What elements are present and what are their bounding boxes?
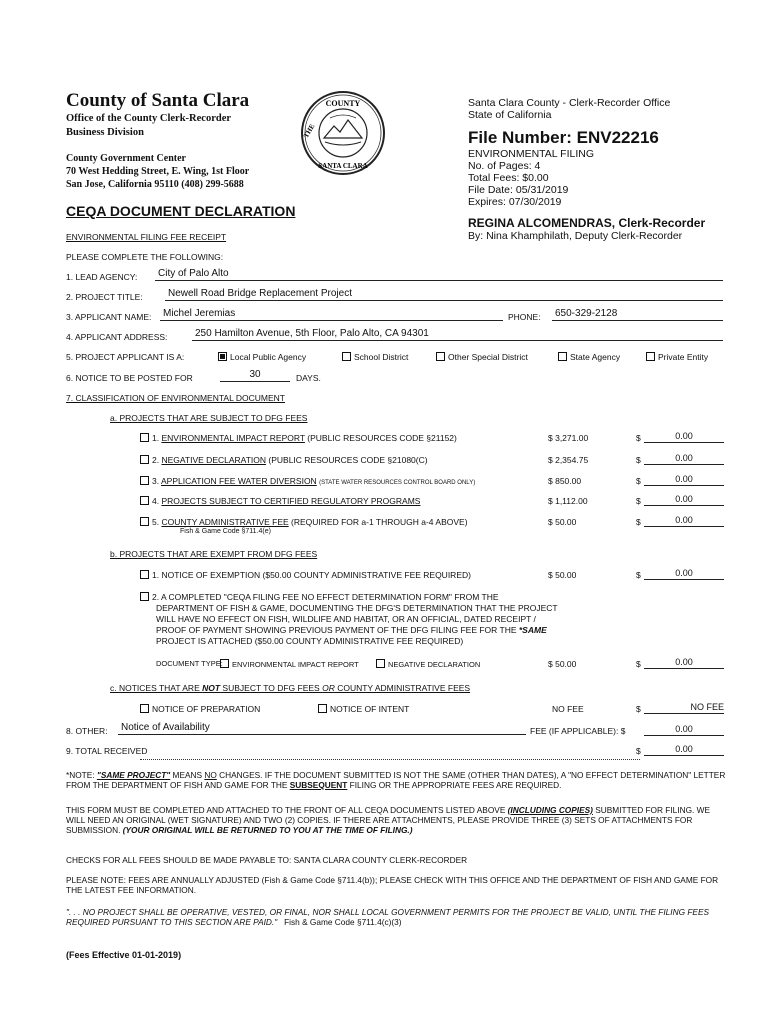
deputy-name: By: Nina Khamphilath, Deputy Clerk-Recorder (468, 230, 683, 242)
county-seal-icon (300, 90, 386, 176)
form-instructions: THIS FORM MUST BE COMPLETED AND ATTACHED TO THE FRONT OF ALL CEQA DOCUMENTS LISTED ABOVE (INCLUDING COPIES) SUBMITTED FOR FILING. WE WILL NEED AN ORIGINAL (WET SIGNATURE) AND TWO (2) COPIES. IF THERE ARE ATTACHMENTS, PLEASE PROVIDE THREE (3) SETS OF ATTACHMENTS FOR SUBMISSION. (YOUR ORIGINAL WILL BE RETURNED TO YOU AT THE TIME OF FILING.) (66, 805, 711, 835)
doc-type-neg[interactable]: NEGATIVE DECLARATION (376, 659, 480, 669)
section-b-item-2-line-3: WILL HAVE NO EFFECT ON FISH, WILDLIFE AND HABITAT, OR AN OFFICIAL, DATED RECEIPT / (156, 614, 536, 624)
checkbox[interactable] (220, 659, 229, 668)
applicant-type-label: 5. PROJECT APPLICANT IS A: (66, 352, 185, 362)
section-b-item-2-line-5: PROJECT IS ATTACHED ($50.00 COUNTY ADMINISTRATIVE FEE REQUIRED) (156, 636, 464, 646)
checkbox[interactable] (558, 352, 567, 361)
applicant-type-special[interactable]: Other Special District (436, 352, 528, 362)
total-label: 9. TOTAL RECEIVED (66, 746, 148, 756)
dollar-sign: $ (636, 570, 641, 580)
expires-date: Expires: 07/30/2019 (468, 196, 562, 208)
checkbox[interactable] (646, 352, 655, 361)
dollar-sign: $ (636, 746, 641, 756)
fee-b-1: $ 50.00 (548, 570, 577, 580)
section-b-heading: b. PROJECTS THAT ARE EXEMPT FROM DFG FEES (110, 549, 318, 559)
state-name: State of California (468, 109, 552, 121)
seal-left-text: THE (302, 122, 317, 140)
fish-code-note: Fish & Game Code §711.4(e) (180, 528, 271, 535)
paid-a-1[interactable]: 0.00 (644, 431, 724, 443)
lead-agency-field[interactable]: City of Palo Alto (155, 268, 723, 281)
no-fee-label: NO FEE (552, 704, 584, 714)
same-project-note: *NOTE: "SAME PROJECT" MEANS NO CHANGES. IF THE DOCUMENT SUBMITTED IS NOT THE SAME (OTHER THAN DATES), A "NO EFFECT DETERMINATION" LETTER FROM THE DEPARTMENT OF FISH AND GAME FOR THE SUBSEQUENT FILING OR THE APPROPRIATE FEES ARE REQUIRED. (66, 770, 726, 790)
checkbox[interactable] (140, 476, 149, 485)
section-a-item-1[interactable]: 1. ENVIRONMENTAL IMPACT REPORT (PUBLIC RESOURCES CODE §21152) (140, 433, 457, 443)
other-field[interactable]: Notice of Availability (118, 722, 526, 735)
total-field[interactable]: 0.00 (644, 744, 724, 756)
other-label: 8. OTHER: (66, 726, 108, 736)
section-a-item-4[interactable]: 4. PROJECTS SUBJECT TO CERTIFIED REGULATORY PROGRAMS (140, 496, 420, 506)
doc-type-eir[interactable]: ENVIRONMENTAL IMPACT REPORT (220, 659, 359, 669)
checkbox[interactable] (140, 704, 149, 713)
section-a-heading: a. PROJECTS THAT ARE SUBJECT TO DFG FEES (110, 413, 308, 423)
applicant-name-field[interactable]: Michel Jeremias (160, 308, 503, 321)
project-title-label: 2. PROJECT TITLE: (66, 292, 143, 302)
clerk-office: Santa Clara County - Clerk-Recorder Office (468, 97, 671, 109)
document-title: CEQA DOCUMENT DECLARATION (66, 203, 296, 219)
other-fee-label: FEE (IF APPLICABLE): $ (530, 726, 626, 736)
applicant-type-local[interactable]: Local Public Agency (218, 352, 306, 362)
paid-a-2[interactable]: 0.00 (644, 453, 724, 465)
paid-c[interactable]: NO FEE (644, 702, 724, 714)
section-c-heading: c. NOTICES THAT ARE NOT SUBJECT TO DFG FEES OR COUNTY ADMINISTRATIVE FEES (110, 683, 471, 693)
days-label: DAYS. (296, 373, 321, 383)
applicant-name-label: 3. APPLICANT NAME: (66, 312, 152, 322)
fee-a-3: $ 850.00 (548, 476, 582, 486)
county-title: County of Santa Clara (66, 90, 250, 111)
dollar-sign: $ (636, 659, 641, 669)
fee-a-5: $ 50.00 (548, 517, 577, 527)
office-name: Office of the County Clerk-Recorder (66, 113, 232, 124)
section-b-item-2-line-2: DEPARTMENT OF FISH & GAME, DOCUMENTING THE DFG'S DETERMINATION THAT THE PROJECT (156, 603, 558, 613)
paid-a-3[interactable]: 0.00 (644, 474, 724, 486)
project-quote: ". . . NO PROJECT SHALL BE OPERATIVE, VESTED, OR FINAL, NOR SHALL LOCAL GOVERNMENT PERMITS FOR THE PROJECT BE VALID, UNTIL THE FILING FEES REQUIRED PURSUANT TO THIS SECTION ARE PAID." Fish & Game Code §711.4(c)(3) (66, 907, 710, 927)
file-number: File Number: ENV22216 (468, 128, 659, 147)
address-line-2: 70 West Hedding Street, E. Wing, 1st Floor (66, 166, 250, 177)
dollar-sign: $ (636, 496, 641, 506)
doc-type-label: DOCUMENT TYPE: (156, 659, 223, 668)
notice-label: 6. NOTICE TO BE POSTED FOR (66, 373, 193, 383)
instruction: PLEASE COMPLETE THE FOLLOWING: (66, 252, 224, 262)
applicant-type-state[interactable]: State Agency (558, 352, 620, 362)
checkbox[interactable] (436, 352, 445, 361)
section-b-item-2-line-4: PROOF OF PAYMENT SHOWING PREVIOUS PAYMENT OF THE DFG FILING FEE FOR THE *SAME (156, 625, 547, 635)
notice-days-field[interactable]: 30 (220, 369, 290, 382)
checkbox[interactable] (140, 455, 149, 464)
applicant-type-school[interactable]: School District (342, 352, 408, 362)
fees-adjusted-note: PLEASE NOTE: FEES ARE ANNUALLY ADJUSTED (Fish & Game Code §711.4(b)); PLEASE CHECK WITH THIS OFFICE AND THE DEPARTMENT OF FISH AND GAME FOR THE LATEST FEE INFORMATION. (66, 875, 719, 895)
section-a-item-3[interactable]: 3. APPLICATION FEE WATER DIVERSION (STATE WATER RESOURCES CONTROL BOARD ONLY) (140, 476, 475, 486)
phone-label: PHONE: (508, 312, 541, 322)
section-b-item-1[interactable]: 1. NOTICE OF EXEMPTION ($50.00 COUNTY ADMINISTRATIVE FEE REQUIRED) (140, 570, 471, 580)
dollar-sign: $ (636, 517, 641, 527)
applicant-address-field[interactable]: 250 Hamilton Avenue, 5th Floor, Palo Alto, CA 94301 (192, 328, 723, 341)
seal-bottom-text: SANTA CLARA (318, 162, 368, 170)
checkbox[interactable] (342, 352, 351, 361)
page-count: No. of Pages: 4 (468, 160, 541, 172)
document-subtitle: ENVIRONMENTAL FILING FEE RECEIPT (66, 232, 227, 242)
checkbox[interactable] (140, 592, 149, 601)
lead-agency-label: 1. LEAD AGENCY: (66, 272, 138, 282)
fee-a-1: $ 3,271.00 (548, 433, 589, 443)
section-b-item-2[interactable]: 2. A COMPLETED "CEQA FILING FEE NO EFFECT DETERMINATION FORM" FROM THE (140, 592, 499, 602)
other-fee-field[interactable]: 0.00 (644, 724, 724, 736)
address-line-3: San Jose, California 95110 (408) 299-5688 (66, 179, 244, 190)
address-line-1: County Government Center (66, 153, 186, 164)
fee-a-4: $ 1,112.00 (548, 496, 588, 506)
checkbox[interactable] (140, 496, 149, 505)
checkbox[interactable] (376, 659, 385, 668)
paid-a-4[interactable]: 0.00 (644, 494, 724, 506)
phone-field[interactable]: 650-329-2128 (552, 308, 723, 321)
paid-a-5[interactable]: 0.00 (644, 515, 724, 527)
checkbox[interactable] (140, 570, 149, 579)
leader-dots (140, 751, 640, 760)
applicant-type-private[interactable]: Private Entity (646, 352, 708, 362)
checkbox[interactable] (140, 433, 149, 442)
checkbox-checked[interactable] (218, 352, 227, 361)
dollar-sign: $ (636, 704, 641, 714)
classification-label: 7. CLASSIFICATION OF ENVIRONMENTAL DOCUMENT (66, 393, 285, 403)
fee-a-2: $ 2,354.75 (548, 455, 589, 465)
section-a-item-5[interactable]: 5. COUNTY ADMINISTRATIVE FEE (REQUIRED FOR a-1 THROUGH a-4 ABOVE) (140, 517, 468, 527)
fee-b-2: $ 50.00 (548, 659, 577, 669)
file-date: File Date: 05/31/2019 (468, 184, 569, 196)
paid-b-2[interactable]: 0.00 (644, 657, 724, 669)
clerk-name: REGINA ALCOMENDRAS, Clerk-Recorder (468, 216, 706, 230)
dollar-sign: $ (636, 476, 641, 486)
filing-type: ENVIRONMENTAL FILING (468, 148, 595, 160)
total-fees: Total Fees: $0.00 (468, 172, 549, 184)
project-title-field[interactable]: Newell Road Bridge Replacement Project (165, 288, 723, 301)
dollar-sign: $ (636, 433, 641, 443)
checkbox[interactable] (318, 704, 327, 713)
checkbox[interactable] (140, 517, 149, 526)
division-name: Business Division (66, 127, 144, 138)
notice-of-preparation[interactable]: NOTICE OF PREPARATION (140, 704, 260, 714)
notice-of-intent[interactable]: NOTICE OF INTENT (318, 704, 409, 714)
checks-payable: CHECKS FOR ALL FEES SHOULD BE MADE PAYABLE TO: SANTA CLARA COUNTY CLERK-RECORDER (66, 855, 468, 865)
dollar-sign: $ (636, 455, 641, 465)
section-a-item-2[interactable]: 2. NEGATIVE DECLARATION (PUBLIC RESOURCES CODE §21080(C) (140, 455, 428, 465)
seal-top-text: COUNTY (325, 99, 361, 108)
paid-b-1[interactable]: 0.00 (644, 568, 724, 580)
fees-effective: (Fees Effective 01-01-2019) (66, 950, 182, 960)
applicant-address-label: 4. APPLICANT ADDRESS: (66, 332, 168, 342)
